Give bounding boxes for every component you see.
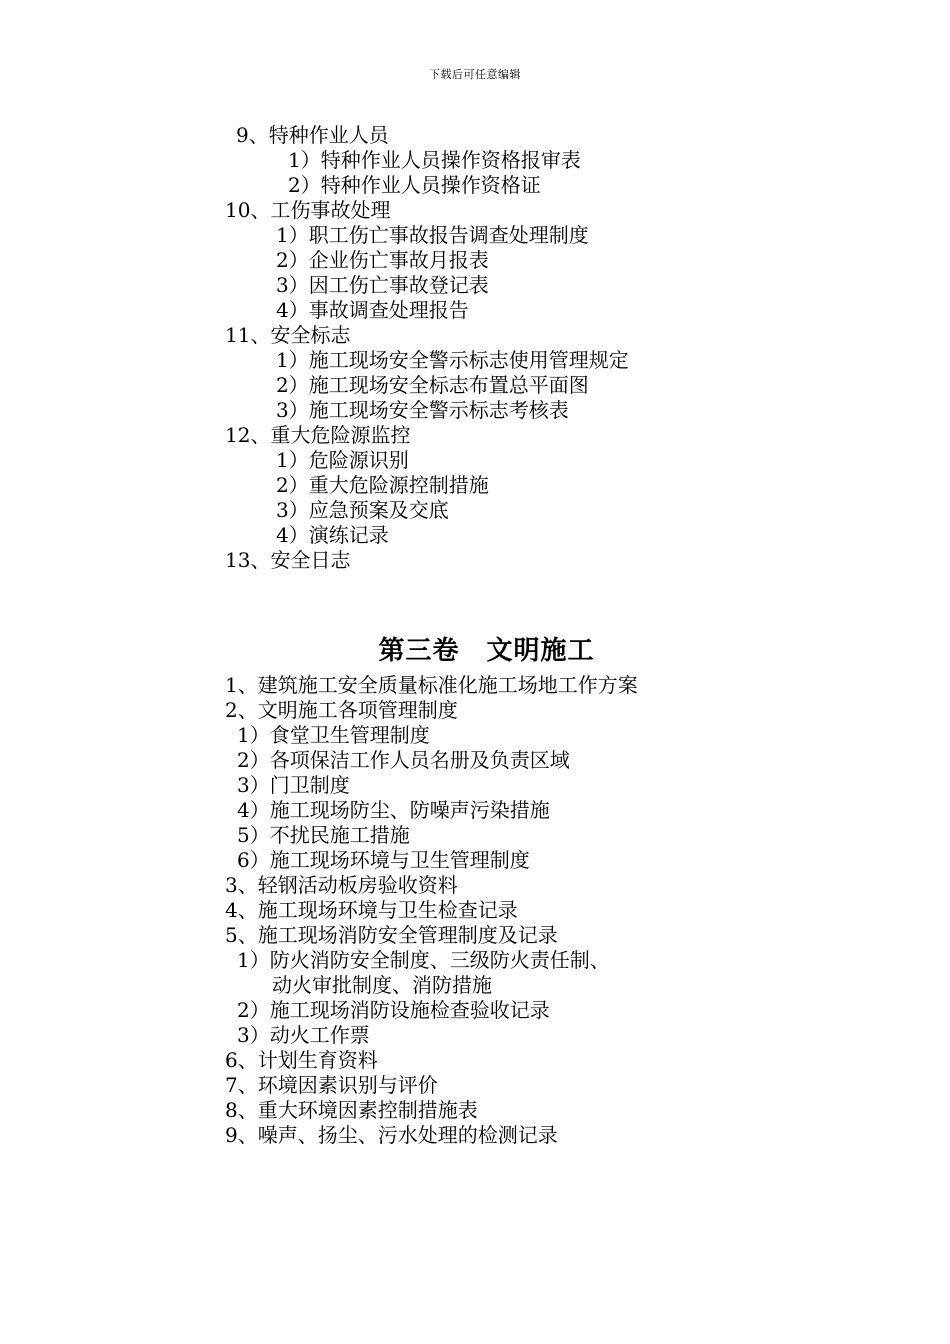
list-item: 2）特种作业人员操作资格证 xyxy=(288,173,541,197)
list-item: 1）食堂卫生管理制度 xyxy=(237,723,430,747)
list-item: 6、计划生育资料 xyxy=(225,1048,378,1072)
list-item: 5、施工现场消防安全管理制度及记录 xyxy=(225,923,558,947)
list-item: 12、重大危险源监控 xyxy=(225,423,411,447)
list-item: 3）门卫制度 xyxy=(237,773,350,797)
list-item: 3）动火工作票 xyxy=(237,1023,370,1047)
list-item: 9、特种作业人员 xyxy=(236,123,389,147)
list-item: 1）施工现场安全警示标志使用管理规定 xyxy=(276,348,629,372)
list-item: 1）特种作业人员操作资格报审表 xyxy=(288,148,581,172)
list-item: 2）重大危险源控制措施 xyxy=(276,473,489,497)
list-item: 8、重大环境因素控制措施表 xyxy=(225,1098,478,1122)
list-item: 3）因工伤亡事故登记表 xyxy=(276,273,489,297)
list-item: 13、安全日志 xyxy=(225,548,351,572)
page-header: 下载后可任意编辑 xyxy=(429,68,521,81)
volume-title: 第三卷 文明施工 xyxy=(378,636,595,666)
list-item: 6）施工现场环境与卫生管理制度 xyxy=(237,848,530,872)
list-item: 10、工伤事故处理 xyxy=(225,198,391,222)
list-item: 3）施工现场安全警示标志考核表 xyxy=(276,398,569,422)
list-item: 3、轻钢活动板房验收资料 xyxy=(225,873,458,897)
list-item: 2）企业伤亡事故月报表 xyxy=(276,248,489,272)
list-item: 4）施工现场防尘、防噪声污染措施 xyxy=(237,798,550,822)
list-item: 2）各项保洁工作人员名册及负责区域 xyxy=(237,748,570,772)
list-item: 2）施工现场消防设施检查验收记录 xyxy=(237,998,550,1022)
list-item: 5）不扰民施工措施 xyxy=(237,823,410,847)
list-item: 2）施工现场安全标志布置总平面图 xyxy=(276,373,589,397)
list-item: 7、环境因素识别与评价 xyxy=(225,1073,438,1097)
list-item: 3）应急预案及交底 xyxy=(276,498,449,522)
list-item: 4、施工现场环境与卫生检查记录 xyxy=(225,898,518,922)
list-item: 9、噪声、扬尘、污水处理的检测记录 xyxy=(225,1123,558,1147)
list-item: 2、文明施工各项管理制度 xyxy=(225,698,458,722)
list-item: 1）危险源识别 xyxy=(276,448,409,472)
list-item: 1）职工伤亡事故报告调查处理制度 xyxy=(276,223,589,247)
list-item: 4）事故调查处理报告 xyxy=(276,298,469,322)
list-item: 动火审批制度、消防措施 xyxy=(272,973,492,997)
list-item: 4）演练记录 xyxy=(276,523,389,547)
list-item: 1、建筑施工安全质量标准化施工场地工作方案 xyxy=(225,673,638,697)
list-item: 11、安全标志 xyxy=(225,323,351,347)
list-item: 1）防火消防安全制度、三级防火责任制、 xyxy=(237,948,610,972)
